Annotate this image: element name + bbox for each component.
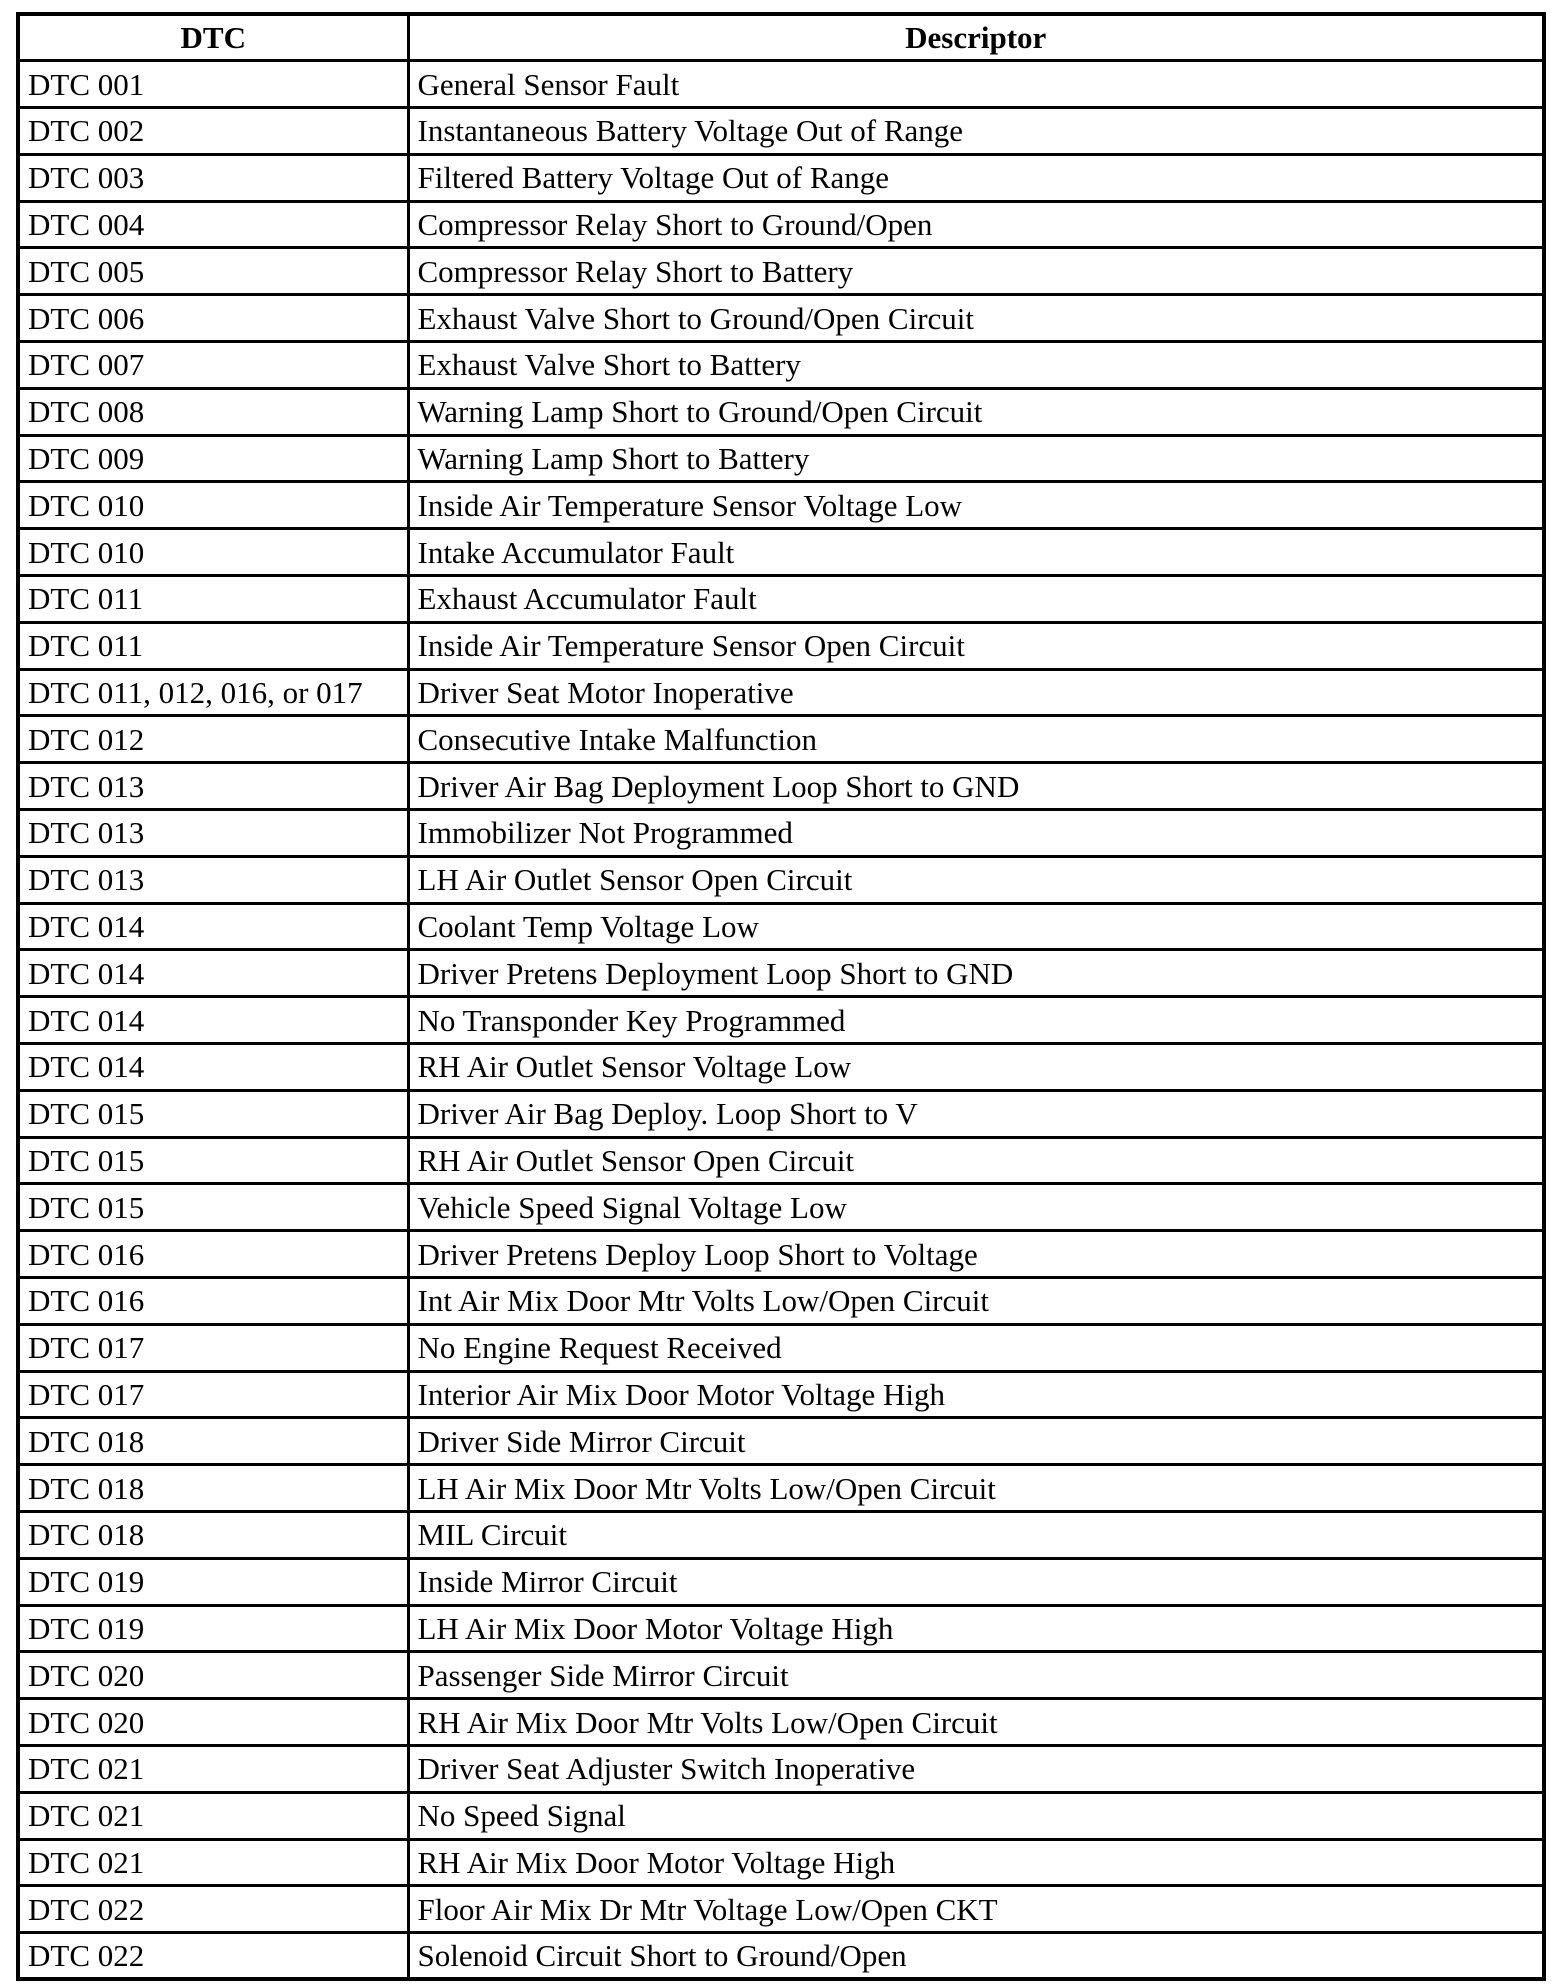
table-row (18, 1324, 1544, 1371)
dtc-code-cell: DTC 020 (18, 1699, 408, 1746)
dtc-code-cell: DTC 008 (18, 388, 408, 435)
dtc-code-cell: DTC 015 (18, 1090, 408, 1137)
descriptor-cell: Driver Seat Motor Inoperative (408, 669, 1544, 716)
descriptor-cell: LH Air Outlet Sensor Open Circuit (408, 856, 1544, 903)
dtc-code-cell: DTC 004 (18, 201, 408, 248)
descriptor-cell: Driver Seat Adjuster Switch Inoperative (408, 1745, 1544, 1792)
descriptor-cell: No Transponder Key Programmed (408, 997, 1544, 1044)
descriptor-cell: Driver Pretens Deployment Loop Short to GND (408, 950, 1544, 997)
dtc-code-cell: DTC 005 (18, 248, 408, 295)
dtc-code-cell: DTC 017 (18, 1324, 408, 1371)
descriptor-cell: Driver Side Mirror Circuit (408, 1418, 1544, 1465)
table-row (18, 1699, 1544, 1746)
dtc-code-cell: DTC 018 (18, 1512, 408, 1559)
descriptor-cell: LH Air Mix Door Mtr Volts Low/Open Circuit (408, 1465, 1544, 1512)
dtc-code-cell: DTC 019 (18, 1605, 408, 1652)
table-row (18, 1184, 1544, 1231)
descriptor-cell: Consecutive Intake Malfunction (408, 716, 1544, 763)
table-row (18, 154, 1544, 201)
dtc-table (16, 12, 1546, 1981)
dtc-code-cell: DTC 011 (18, 622, 408, 669)
descriptor-cell: Filtered Battery Voltage Out of Range (408, 154, 1544, 201)
table-row (18, 1886, 1544, 1933)
table-row (18, 576, 1544, 623)
dtc-code-cell: DTC 003 (18, 154, 408, 201)
descriptor-cell: Driver Air Bag Deploy. Loop Short to V (408, 1090, 1544, 1137)
descriptor-cell: Exhaust Valve Short to Battery (408, 342, 1544, 389)
table-row (18, 108, 1544, 155)
descriptor-cell: Vehicle Speed Signal Voltage Low (408, 1184, 1544, 1231)
table-row (18, 716, 1544, 763)
dtc-code-cell: DTC 022 (18, 1933, 408, 1980)
descriptor-cell: MIL Circuit (408, 1512, 1544, 1559)
dtc-code-cell: DTC 010 (18, 529, 408, 576)
table-row (18, 201, 1544, 248)
table-row (18, 248, 1544, 295)
table-row (18, 1652, 1544, 1699)
table-row (18, 388, 1544, 435)
dtc-code-cell: DTC 018 (18, 1465, 408, 1512)
table-row (18, 1933, 1544, 1980)
table-row (18, 1044, 1544, 1091)
descriptor-cell: RH Air Mix Door Mtr Volts Low/Open Circuit (408, 1699, 1544, 1746)
descriptor-cell: Driver Air Bag Deployment Loop Short to GND (408, 763, 1544, 810)
descriptor-cell: RH Air Outlet Sensor Open Circuit (408, 1137, 1544, 1184)
descriptor-cell: Passenger Side Mirror Circuit (408, 1652, 1544, 1699)
dtc-code-cell: DTC 017 (18, 1371, 408, 1418)
dtc-code-cell: DTC 021 (18, 1745, 408, 1792)
descriptor-cell: Warning Lamp Short to Battery (408, 435, 1544, 482)
table-row (18, 1090, 1544, 1137)
descriptor-cell: Compressor Relay Short to Battery (408, 248, 1544, 295)
dtc-code-cell: DTC 011, 012, 016, or 017 (18, 669, 408, 716)
descriptor-cell: Intake Accumulator Fault (408, 529, 1544, 576)
table-row (18, 1465, 1544, 1512)
table-body (18, 61, 1544, 1980)
dtc-code-cell: DTC 012 (18, 716, 408, 763)
table-row (18, 950, 1544, 997)
dtc-code-cell: DTC 015 (18, 1184, 408, 1231)
descriptor-cell: Warning Lamp Short to Ground/Open Circuit (408, 388, 1544, 435)
table-row (18, 1278, 1544, 1325)
table-row (18, 1839, 1544, 1886)
dtc-code-cell: DTC 007 (18, 342, 408, 389)
table-row (18, 669, 1544, 716)
dtc-code-cell: DTC 021 (18, 1792, 408, 1839)
dtc-code-cell: DTC 021 (18, 1839, 408, 1886)
descriptor-cell: Inside Mirror Circuit (408, 1558, 1544, 1605)
table-row (18, 1231, 1544, 1278)
dtc-code-cell: DTC 006 (18, 295, 408, 342)
dtc-code-cell: DTC 009 (18, 435, 408, 482)
dtc-code-cell: DTC 013 (18, 763, 408, 810)
header-descriptor: Descriptor (408, 14, 1544, 61)
table-row (18, 1137, 1544, 1184)
table-row (18, 1558, 1544, 1605)
descriptor-cell: RH Air Outlet Sensor Voltage Low (408, 1044, 1544, 1091)
dtc-code-cell: DTC 014 (18, 997, 408, 1044)
dtc-code-cell: DTC 016 (18, 1231, 408, 1278)
descriptor-cell: Instantaneous Battery Voltage Out of Range (408, 108, 1544, 155)
dtc-code-cell: DTC 020 (18, 1652, 408, 1699)
dtc-code-cell: DTC 022 (18, 1886, 408, 1933)
dtc-code-cell: DTC 011 (18, 576, 408, 623)
dtc-code-cell: DTC 013 (18, 810, 408, 857)
descriptor-cell: Inside Air Temperature Sensor Voltage Low (408, 482, 1544, 529)
descriptor-cell: LH Air Mix Door Motor Voltage High (408, 1605, 1544, 1652)
table-row (18, 1512, 1544, 1559)
table-row (18, 435, 1544, 482)
dtc-code-cell: DTC 014 (18, 1044, 408, 1091)
dtc-code-cell: DTC 002 (18, 108, 408, 155)
table-row (18, 763, 1544, 810)
descriptor-cell: Exhaust Valve Short to Ground/Open Circuit (408, 295, 1544, 342)
table-row (18, 622, 1544, 669)
dtc-code-cell: DTC 018 (18, 1418, 408, 1465)
dtc-code-cell: DTC 001 (18, 61, 408, 108)
table-row (18, 482, 1544, 529)
table-row (18, 856, 1544, 903)
descriptor-cell: No Speed Signal (408, 1792, 1544, 1839)
table-row (18, 529, 1544, 576)
dtc-code-cell: DTC 016 (18, 1278, 408, 1325)
descriptor-cell: Compressor Relay Short to Ground/Open (408, 201, 1544, 248)
table-header (18, 14, 1544, 61)
table-row (18, 1745, 1544, 1792)
header-row (18, 14, 1544, 61)
descriptor-cell: Immobilizer Not Programmed (408, 810, 1544, 857)
table-row (18, 997, 1544, 1044)
dtc-code-cell: DTC 015 (18, 1137, 408, 1184)
table-row (18, 903, 1544, 950)
descriptor-cell: Driver Pretens Deploy Loop Short to Voltage (408, 1231, 1544, 1278)
dtc-code-cell: DTC 019 (18, 1558, 408, 1605)
descriptor-cell: RH Air Mix Door Motor Voltage High (408, 1839, 1544, 1886)
descriptor-cell: General Sensor Fault (408, 61, 1544, 108)
table-row (18, 295, 1544, 342)
dtc-code-cell: DTC 014 (18, 950, 408, 997)
descriptor-cell: Floor Air Mix Dr Mtr Voltage Low/Open CKT (408, 1886, 1544, 1933)
dtc-code-cell: DTC 014 (18, 903, 408, 950)
dtc-code-cell: DTC 013 (18, 856, 408, 903)
descriptor-cell: Inside Air Temperature Sensor Open Circuit (408, 622, 1544, 669)
table-row (18, 1371, 1544, 1418)
table-row (18, 61, 1544, 108)
descriptor-cell: No Engine Request Received (408, 1324, 1544, 1371)
descriptor-cell: Exhaust Accumulator Fault (408, 576, 1544, 623)
descriptor-cell: Coolant Temp Voltage Low (408, 903, 1544, 950)
table-row (18, 1792, 1544, 1839)
table-row (18, 342, 1544, 389)
table-row (18, 1418, 1544, 1465)
table-row (18, 1605, 1544, 1652)
descriptor-cell: Interior Air Mix Door Motor Voltage High (408, 1371, 1544, 1418)
descriptor-cell: Solenoid Circuit Short to Ground/Open (408, 1933, 1544, 1980)
header-dtc: DTC (18, 14, 408, 61)
dtc-code-cell: DTC 010 (18, 482, 408, 529)
descriptor-cell: Int Air Mix Door Mtr Volts Low/Open Circuit (408, 1278, 1544, 1325)
table-row (18, 810, 1544, 857)
